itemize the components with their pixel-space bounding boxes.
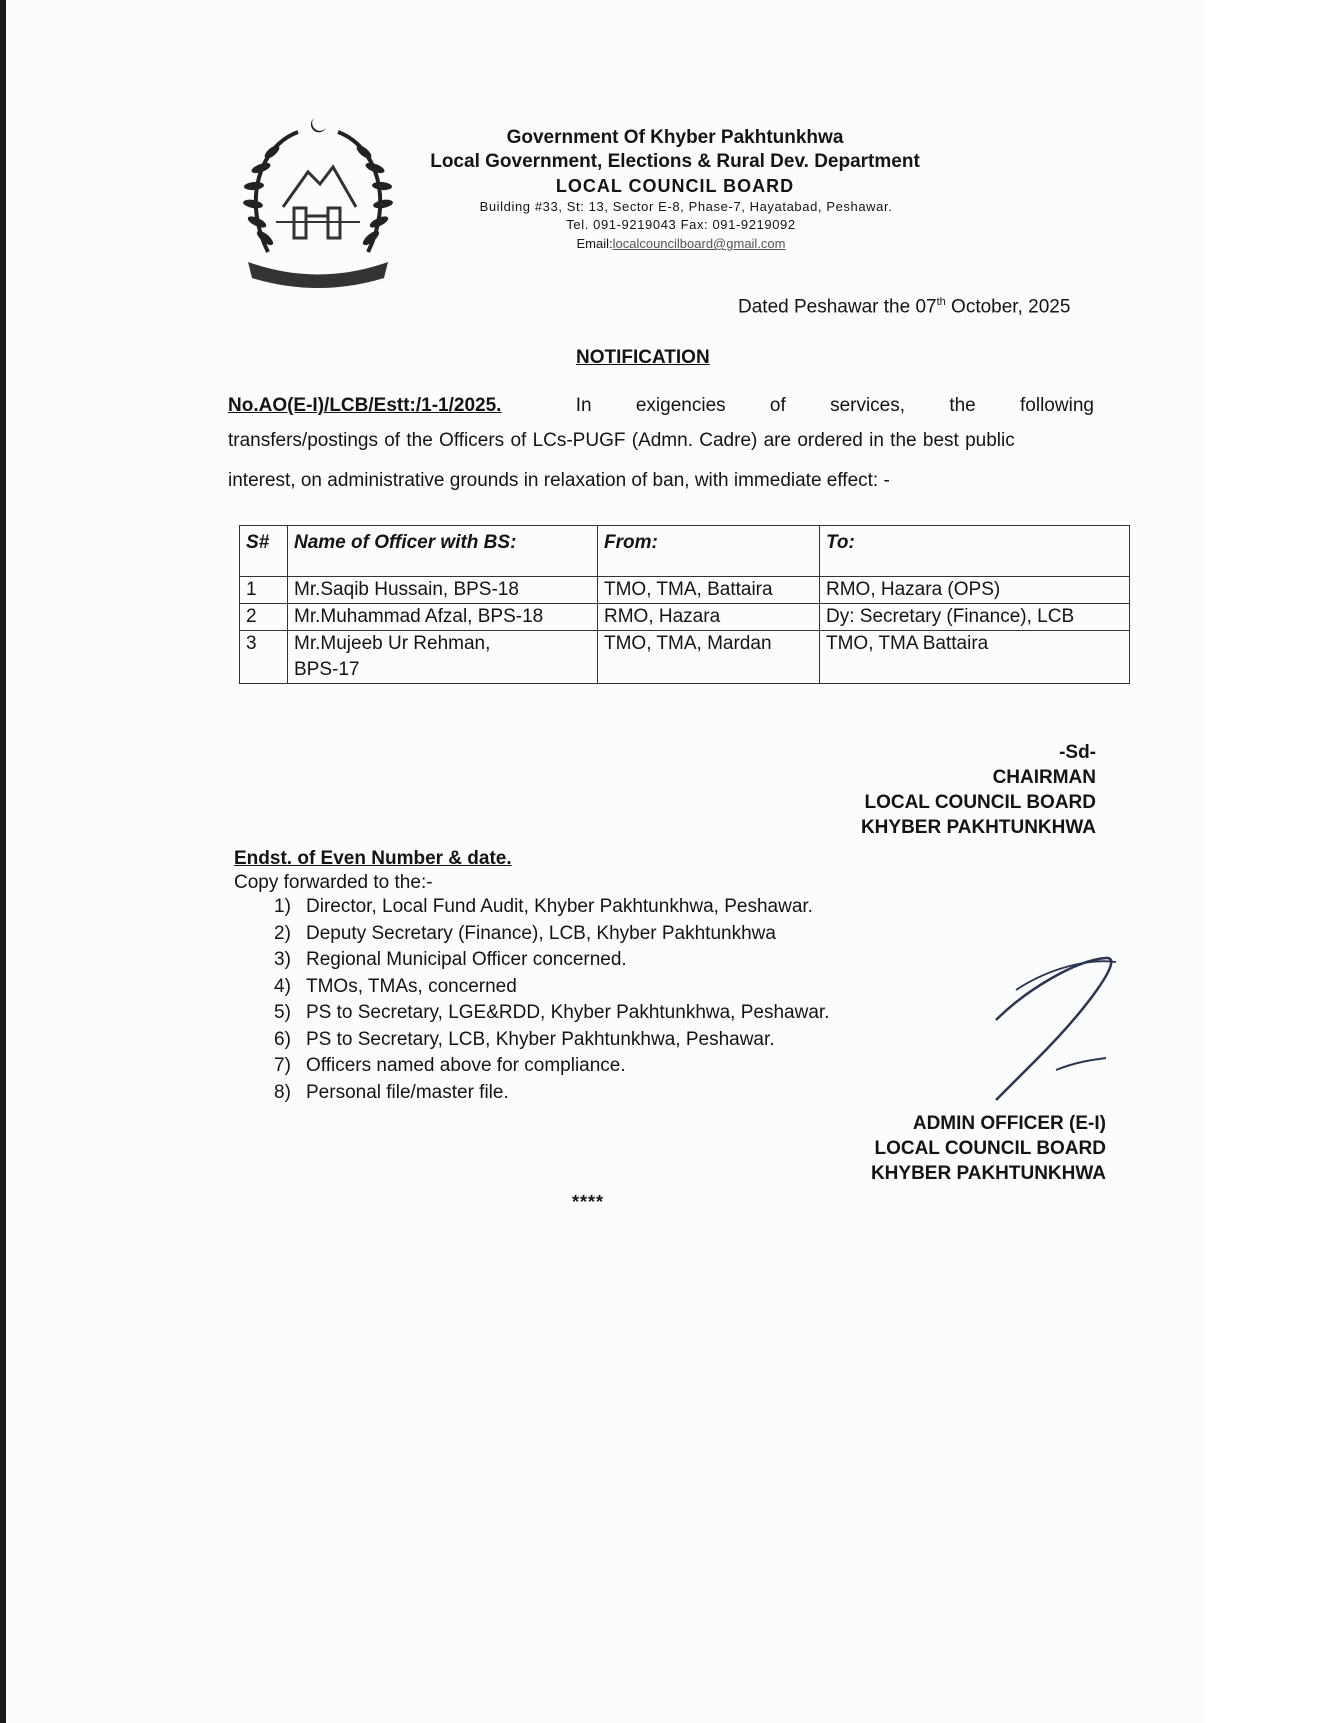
cell-sno: 3	[240, 631, 288, 684]
handwritten-signature-icon	[966, 950, 1126, 1110]
list-text: Director, Local Fund Audit, Khyber Pakhtunkhwa, Peshawar.	[306, 896, 813, 917]
copy-list	[274, 894, 829, 1106]
header-from: From:	[598, 526, 820, 577]
end-of-document-mark: ****	[572, 1192, 605, 1212]
list-item	[274, 1000, 829, 1027]
list-item	[274, 921, 829, 948]
para-word: following	[1020, 395, 1094, 416]
list-number: 6)	[274, 1028, 291, 1050]
cell-from: TMO, TMA, Battaira	[598, 577, 820, 604]
dated-prefix: Dated Peshawar the 07	[738, 296, 937, 318]
admin-org: LOCAL COUNCIL BOARD	[874, 1138, 1106, 1159]
chairman-province: KHYBER PAKHTUNKHWA	[860, 817, 1096, 838]
para-word: In	[575, 395, 592, 416]
email-label: Email:	[576, 236, 613, 251]
header-email	[406, 236, 956, 251]
list-text: PS to Secretary, LGE&RDD, Khyber Pakhtunkhwa, Peshawar.	[306, 1002, 830, 1023]
list-item	[274, 1080, 829, 1107]
list-item	[274, 947, 829, 974]
cell-sno: 2	[240, 604, 288, 631]
list-number: 8)	[274, 1081, 291, 1103]
dated-suffix: October, 2025	[945, 296, 1071, 318]
page-edge-background	[1202, 0, 1320, 1723]
transfer-table	[239, 525, 1130, 684]
list-item	[274, 894, 829, 921]
cell-from: RMO, Hazara	[598, 604, 820, 631]
list-number: 3)	[274, 949, 291, 970]
para-word: services,	[830, 395, 906, 416]
chairman-signature-block	[796, 740, 1096, 840]
notification-title: NOTIFICATION	[576, 347, 710, 368]
cell-to: TMO, TMA Battaira	[820, 631, 1130, 684]
list-text: Regional Municipal Officer concerned.	[306, 949, 627, 970]
header-government: Government Of Khyber Pakhtunkhwa	[506, 127, 844, 148]
dated-line	[738, 296, 1070, 318]
email-link[interactable]: localcouncilboard@gmail.com	[612, 236, 786, 251]
list-item	[274, 1053, 829, 1080]
header-board: LOCAL COUNCIL BOARD	[555, 176, 795, 196]
cell-to: RMO, Hazara (OPS)	[820, 577, 1130, 604]
header-department: Local Government, Elections & Rural Dev. Department	[430, 151, 920, 172]
reference-number: No.AO(E-I)/LCB/Estt:/1-1/2025.	[228, 395, 502, 416]
para-word: the	[949, 395, 976, 416]
admin-officer-signature-block	[806, 1111, 1106, 1186]
list-item	[274, 974, 829, 1001]
list-text: Personal file/master file.	[306, 1081, 509, 1103]
list-number: 4)	[274, 975, 291, 997]
chairman-title: CHAIRMAN	[992, 767, 1096, 788]
cell-name-line1: Mr.Mujeeb Ur Rehman,	[294, 633, 491, 654]
list-number: 5)	[274, 1002, 291, 1023]
dated-sup: th	[936, 296, 946, 308]
paragraph-line-3: interest, on administrative grounds in relaxation of ban, with immediate effect: -	[228, 470, 890, 491]
header-name: Name of Officer with BS:	[288, 526, 598, 577]
endorsement-heading: Endst. of Even Number & date.	[234, 848, 512, 869]
cell-to: Dy: Secretary (Finance), LCB	[820, 604, 1130, 631]
table-row	[240, 631, 1130, 684]
header-address: Building #33, St: 13, Sector E-8, Phase-7, Hayatabad, Peshawar.	[479, 199, 893, 214]
admin-province: KHYBER PAKHTUNKHWA	[870, 1163, 1106, 1184]
copy-forwarded-line: Copy forwarded to the:-	[234, 872, 433, 893]
header-sno: S#	[240, 526, 288, 577]
cell-name: Mr.Saqib Hussain, BPS-18	[288, 577, 598, 604]
table-row	[240, 577, 1130, 604]
list-text: PS to Secretary, LCB, Khyber Pakhtunkhwa, Peshawar.	[306, 1028, 775, 1050]
para-word: exigencies	[635, 395, 726, 416]
list-number: 2)	[274, 922, 291, 944]
list-text: TMOs, TMAs, concerned	[306, 975, 517, 997]
paragraph-line-2: transfers/postings of the Officers of LCs-PUGF (Admn. Cadre) are ordered in the best public	[228, 430, 1015, 451]
chairman-org: LOCAL COUNCIL BOARD	[864, 792, 1096, 813]
government-emblem-icon	[228, 112, 408, 298]
list-number: 7)	[274, 1055, 291, 1076]
list-text: Deputy Secretary (Finance), LCB, Khyber Pakhtunkhwa	[306, 922, 776, 944]
list-item	[274, 1027, 829, 1054]
paragraph-line-1	[228, 395, 1094, 417]
cell-name-line2: BPS-17	[294, 659, 360, 680]
admin-title: ADMIN OFFICER (E-I)	[912, 1113, 1106, 1134]
table-row	[240, 604, 1130, 631]
sd-mark: -Sd-	[1059, 742, 1096, 763]
list-number: 1)	[274, 896, 291, 917]
para-word: of	[769, 395, 786, 416]
document-page	[6, 0, 1202, 1723]
cell-from: TMO, TMA, Mardan	[598, 631, 820, 684]
cell-sno: 1	[240, 577, 288, 604]
list-text: Officers named above for compliance.	[306, 1055, 626, 1076]
header-phone: Tel. 091-9219043 Fax: 091-9219092	[566, 217, 796, 232]
header-to: To:	[820, 526, 1130, 577]
cell-name	[288, 631, 598, 684]
table-header-row	[240, 526, 1130, 577]
cell-name: Mr.Muhammad Afzal, BPS-18	[288, 604, 598, 631]
